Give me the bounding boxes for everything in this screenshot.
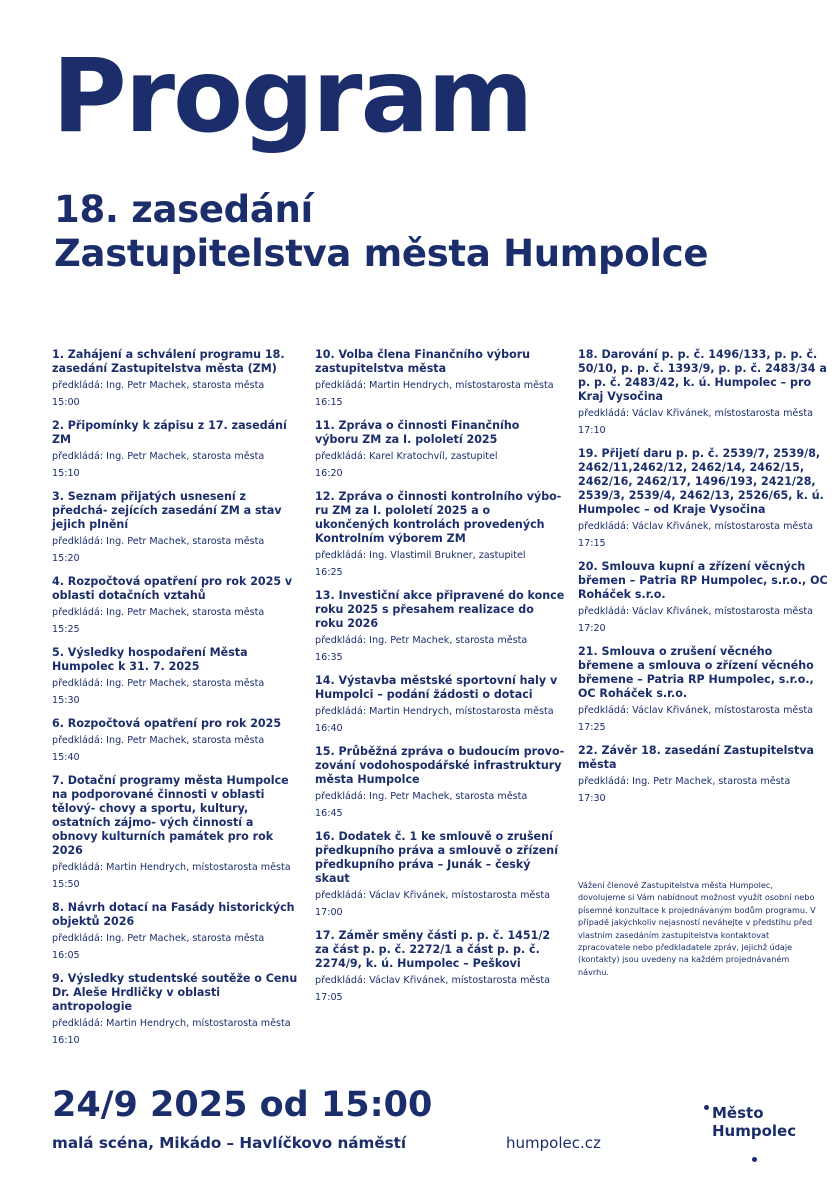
agenda-item — [315, 490, 565, 579]
agenda-item-presenter: předkládá: Karel Kratochvíl, zastupitel — [315, 451, 498, 462]
agenda-item-time: 15:25 — [52, 624, 80, 635]
agenda-item-presenter: předkládá: Martin Hendrych, místostarosta města — [52, 862, 291, 873]
meeting-subtitle — [54, 188, 708, 277]
agenda-item-title: 21. Smlouva o zrušení věcného břemene a smlouva o zřízení věcného břemene – Patria RP Humpolec, s.r.o., OC Roháček s.r.o. — [578, 645, 814, 700]
agenda-item-presenter: předkládá: Ing. Petr Machek, starosta města — [52, 451, 265, 462]
consultation-note: Vážení členové Zastupitelstva města Humpolec, dovolujeme si Vám nabídnout možnost využít osobní nebo písemné konzultace k projednávaným bodům programu. V případě jakýchkoliv nejasností neváhejte v předstihu před vlastním zasedáním zastupitelstva kontaktovat zpracovatele nebo předkladatele zpráv, jejichž údaje (kontakty) jsou uvedeny na každém projednávaném návrhu. — [578, 880, 816, 977]
agenda-item — [52, 646, 302, 707]
agenda-item-presenter: předkládá: Ing. Petr Machek, starosta města — [52, 933, 265, 944]
agenda-item-presenter: předkládá: Václav Křivánek, místostarosta města — [578, 705, 813, 716]
agenda-item-presenter: předkládá: Václav Křivánek, místostarosta města — [578, 606, 813, 617]
agenda-item — [315, 589, 565, 664]
agenda-item-time: 15:50 — [52, 879, 80, 890]
agenda-item-title: 16. Dodatek č. 1 ke smlouvě o zrušení předkupního práva a smlouvě o zřízení předkupního práva – Junák – český skaut — [315, 830, 559, 885]
agenda-item-presenter: předkládá: Martin Hendrych, místostarosta města — [315, 380, 554, 391]
agenda-item-presenter: předkládá: Ing. Petr Machek, starosta města — [578, 776, 791, 787]
agenda-item — [52, 348, 302, 409]
agenda-item — [578, 447, 828, 550]
city-logo — [712, 1104, 796, 1140]
agenda-item — [578, 645, 828, 734]
agenda-item-presenter: předkládá: Václav Křivánek, místostarosta města — [315, 975, 550, 986]
agenda-item — [315, 674, 565, 735]
agenda-item-title: 4. Rozpočtová opatření pro rok 2025 v oblasti dotačních vztahů — [52, 575, 293, 602]
agenda-item-time: 17:10 — [578, 425, 606, 436]
agenda-item-title: 20. Smlouva kupní a zřízení věcných břemen – Patria RP Humpolec, s.r.o., OC Roháček s.r.o. — [578, 560, 828, 601]
agenda-item — [52, 575, 302, 636]
logo-line-1: Město — [712, 1104, 764, 1122]
agenda-item-title: 19. Přijetí daru p. p. č. 2539/7, 2539/8, 2462/11,2462/12, 2462/14, 2462/15, 2462/16, 2462/17, 1496/193, 2421/28, 2539/3, 2539/4, 2462/13, 2526/65, k. ú. Humpolec – od Kraje Vysočina — [578, 447, 824, 516]
agenda-item — [315, 830, 565, 919]
agenda-item-title: 7. Dotační programy města Humpolce na podporované činnosti v oblasti tělový- chovy a sportu, kultury, ostatních zájmo- vých činností a obnovy kulturních památek pro rok 2026 — [52, 774, 289, 857]
agenda-item-time: 17:00 — [315, 907, 343, 918]
logo-dot-bottom — [752, 1157, 757, 1162]
agenda-item — [578, 348, 828, 437]
agenda-item-time: 16:40 — [315, 723, 343, 734]
agenda-item — [52, 490, 302, 565]
website-link[interactable]: humpolec.cz — [506, 1134, 601, 1152]
agenda-item-title: 10. Volba člena Finančního výboru zastupitelstva města — [315, 348, 531, 375]
agenda-item — [315, 929, 565, 1004]
agenda-item — [52, 717, 302, 764]
agenda-item-time: 15:00 — [52, 397, 80, 408]
agenda-item-time: 15:20 — [52, 553, 80, 564]
agenda-item-title: 22. Závěr 18. zasedání Zastupitelstva města — [578, 744, 815, 771]
agenda-item-presenter: předkládá: Ing. Petr Machek, starosta města — [315, 635, 528, 646]
agenda-item-presenter: předkládá: Václav Křivánek, místostarosta města — [315, 890, 550, 901]
agenda-item-title: 18. Darování p. p. č. 1496/133, p. p. č. 50/10, p. p. č. 1393/9, p. p. č. 2483/34 a p. p. č. 2483/42, k. ú. Humpolec – pro Kraj Vysočina — [578, 348, 827, 403]
subtitle-line-2: Zastupitelstva města Humpolce — [54, 232, 709, 276]
agenda-item-presenter: předkládá: Ing. Petr Machek, starosta města — [52, 380, 265, 391]
agenda-item-title: 11. Zpráva o činnosti Finančního výboru ZM za I. pololetí 2025 — [315, 419, 520, 446]
agenda-item-presenter: předkládá: Ing. Petr Machek, starosta města — [52, 678, 265, 689]
agenda-column-1 — [52, 348, 302, 1057]
meeting-venue: malá scéna, Mikádo – Havlíčkovo náměstí — [52, 1134, 407, 1152]
agenda-item-title: 5. Výsledky hospodaření Města Humpolec k 31. 7. 2025 — [52, 646, 248, 673]
agenda-item-time: 16:20 — [315, 468, 343, 479]
agenda-item-time: 16:05 — [52, 950, 80, 961]
agenda-item-title: 6. Rozpočtová opatření pro rok 2025 — [52, 717, 282, 730]
agenda-item — [315, 745, 565, 820]
agenda-item-time: 17:15 — [578, 538, 606, 549]
agenda-item-presenter: předkládá: Martin Hendrych, místostarosta města — [52, 1018, 291, 1029]
agenda-item-time: 16:35 — [315, 652, 343, 663]
agenda-item-time: 17:20 — [578, 623, 606, 634]
agenda-item — [52, 972, 302, 1047]
agenda-item — [578, 560, 828, 635]
agenda-item-title: 12. Zpráva o činnosti kontrolního výbo- ru ZM za I. pololetí 2025 a o ukončených kontrolách provedených Kontrolním výborem ZM — [315, 490, 562, 545]
agenda-item-presenter: předkládá: Ing. Petr Machek, starosta města — [52, 735, 265, 746]
logo-dot-top — [704, 1105, 709, 1110]
agenda-item — [315, 419, 565, 480]
agenda-item-title: 15. Průběžná zpráva o budoucím provo- zování vodohospodářské infrastruktury města Humpolce — [315, 745, 565, 786]
agenda-item — [315, 348, 565, 409]
logo-line-2: Humpolec — [712, 1122, 797, 1140]
agenda-item-time: 17:25 — [578, 722, 606, 733]
subtitle-line-1: 18. zasedání — [54, 188, 313, 231]
agenda-item-title: 1. Zahájení a schválení programu 18. zasedání Zastupitelstva města (ZM) — [52, 348, 285, 375]
agenda-item-presenter: předkládá: Václav Křivánek, místostarosta města — [578, 408, 813, 419]
agenda-item-title: 14. Výstavba městské sportovní haly v Humpolci – podání žádosti o dotaci — [315, 674, 558, 701]
agenda-column-2 — [315, 348, 565, 1014]
agenda-item-time: 15:30 — [52, 695, 80, 706]
agenda-column-3 — [578, 348, 828, 815]
agenda-item-presenter: předkládá: Ing. Petr Machek, starosta města — [52, 607, 265, 618]
agenda-item-presenter: předkládá: Ing. Vlastimil Brukner, zastupitel — [315, 550, 526, 561]
agenda-item-title: 2. Připomínky k zápisu z 17. zasedání ZM — [52, 419, 287, 446]
agenda-item — [52, 419, 302, 480]
meeting-date: 24/9 2025 od 15:00 — [52, 1085, 433, 1125]
agenda-item-time: 17:05 — [315, 992, 343, 1003]
agenda-item-title: 17. Záměr směny části p. p. č. 1451/2 za část p. p. č. 2272/1 a část p. p. č. 2274/9, k. ú. Humpolec – Peškovi — [315, 929, 551, 970]
agenda-item-title: 8. Návrh dotací na Fasády historických objektů 2026 — [52, 901, 295, 928]
agenda-item-presenter: předkládá: Ing. Petr Machek, starosta města — [52, 536, 265, 547]
agenda-item-presenter: předkládá: Martin Hendrych, místostarosta města — [315, 706, 554, 717]
agenda-item-title: 9. Výsledky studentské soutěže o Cenu Dr. Aleše Hrdličky v oblasti antropologie — [52, 972, 298, 1013]
agenda-item-time: 17:30 — [578, 793, 606, 804]
agenda-item-time: 16:10 — [52, 1035, 80, 1046]
agenda-item — [578, 744, 828, 805]
agenda-item-time: 16:25 — [315, 567, 343, 578]
agenda-item-time: 16:45 — [315, 808, 343, 819]
agenda-item-time: 15:10 — [52, 468, 80, 479]
agenda-item-time: 16:15 — [315, 397, 343, 408]
agenda-item — [52, 774, 302, 891]
agenda-item-title: 13. Investiční akce připravené do konce roku 2025 s přesahem realizace do roku 2026 — [315, 589, 565, 630]
agenda-item-presenter: předkládá: Václav Křivánek, místostarosta města — [578, 521, 813, 532]
page-title: Program — [52, 37, 532, 156]
agenda-item-title: 3. Seznam přijatých usnesení z předchá- zejících zasedání ZM a stav jejich plnění — [52, 490, 282, 531]
agenda-item — [52, 901, 302, 962]
agenda-item-presenter: předkládá: Ing. Petr Machek, starosta města — [315, 791, 528, 802]
agenda-item-time: 15:40 — [52, 752, 80, 763]
